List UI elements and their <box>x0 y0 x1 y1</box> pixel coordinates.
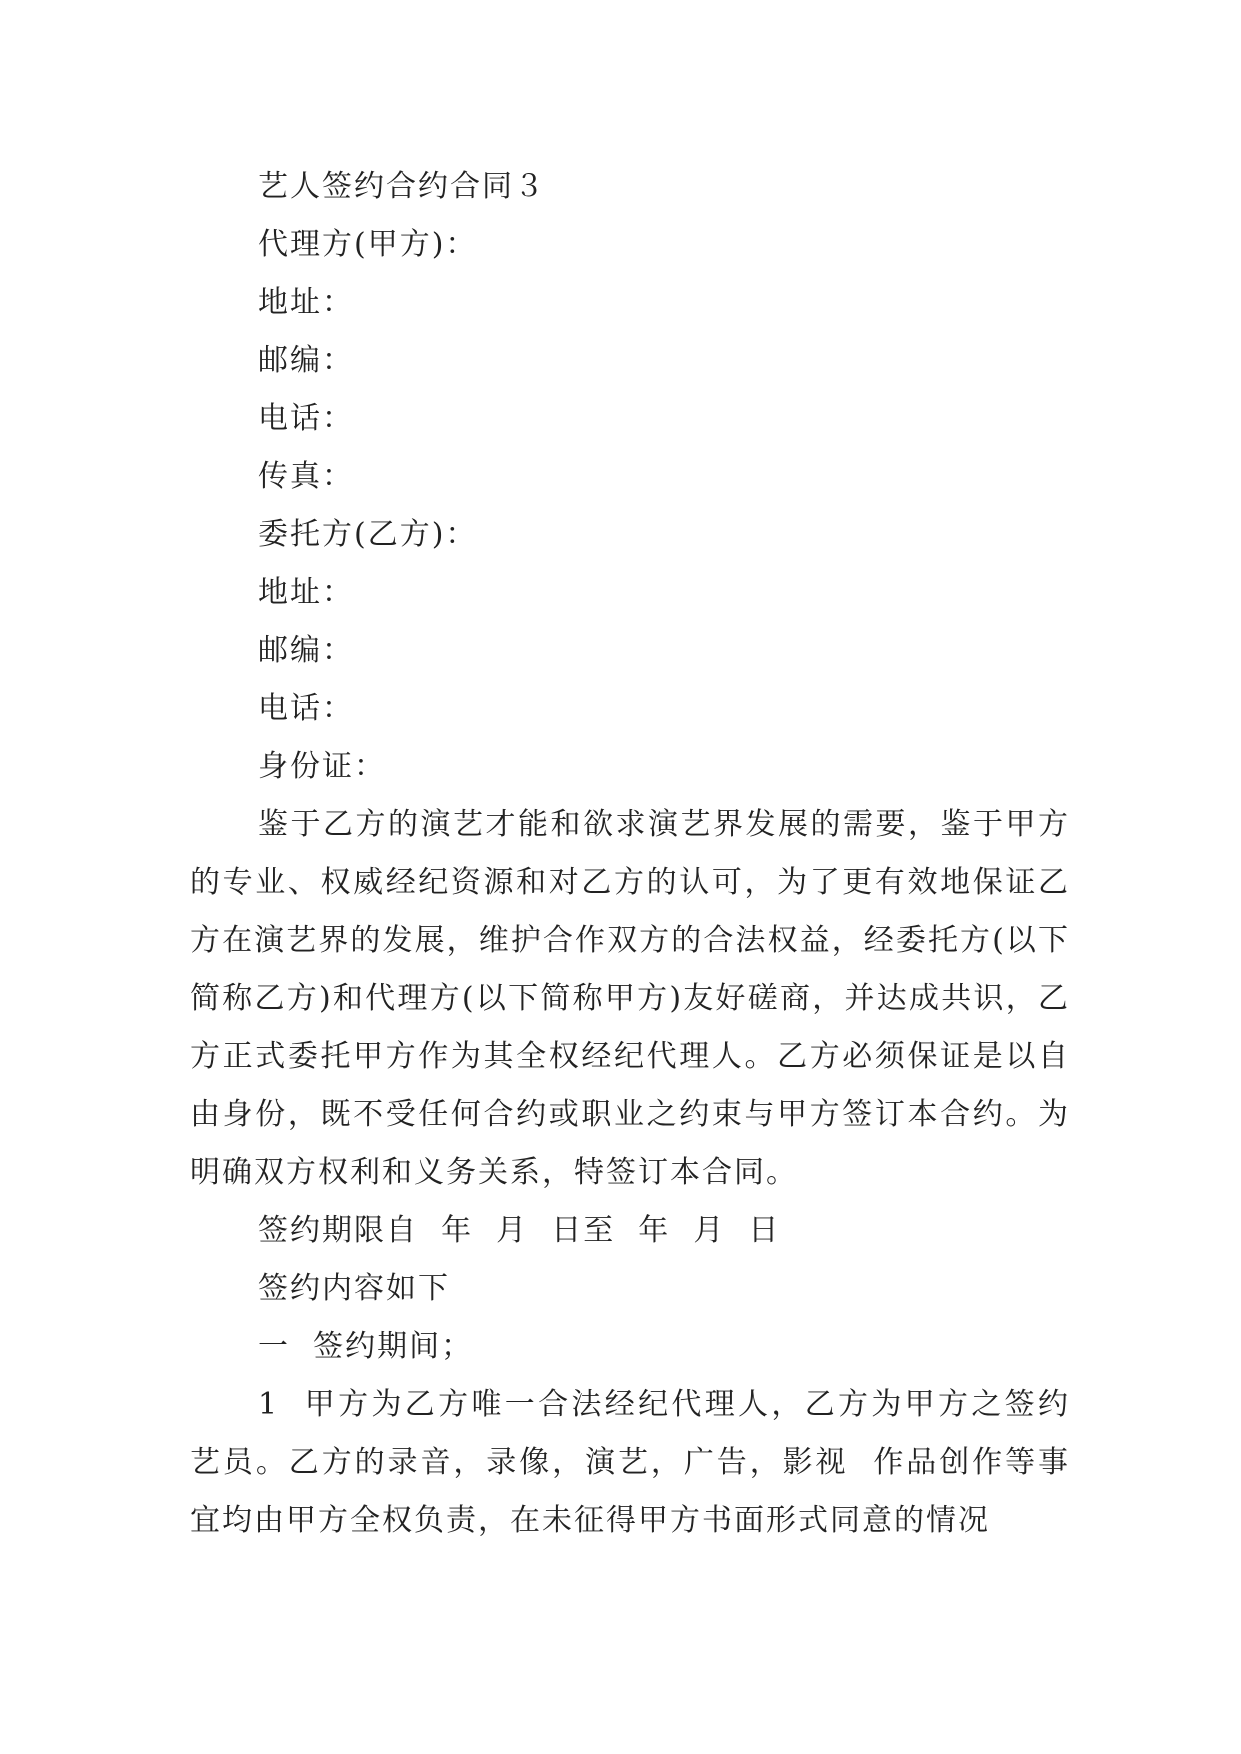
preamble-paragraph: 鉴于乙方的演艺才能和欲求演艺界发展的需要，鉴于甲方的专业、权威经纪资源和对乙方的认可，为了更有效地保证乙方在演艺界的发展，维护合作双方的合法权益，经委托方(以下简称乙方)和代理方(以下简称甲方)友好磋商，并达成共识，乙方正式委托甲方作为其全权经纪代理人。乙方必须保证是以自由身份，既不受任何合约或职业之约束与甲方签订本合约。为明确双方权利和义务关系，特签订本合同。 <box>190 807 1070 1190</box>
party-a-phone: 电话： <box>258 401 354 436</box>
document-body <box>190 158 1070 1550</box>
party-b-postcode: 邮编： <box>258 633 354 668</box>
section-1-heading: 一 签约期间； <box>258 1329 474 1364</box>
document-title: 艺人签约合约合同３ <box>258 169 546 204</box>
party-a-postcode: 邮编： <box>258 343 354 378</box>
party-b-heading: 委托方(乙方)： <box>258 517 478 552</box>
content-heading: 签约内容如下 <box>258 1271 450 1306</box>
clause-1-paragraph: 1 甲方为乙方唯一合法经纪代理人，乙方为甲方之签约艺员。乙方的录音，录像，演艺，广告，影视 作品创作等事宜均由甲方全权负责，在未征得甲方书面形式同意的情况 <box>190 1387 1070 1538</box>
party-a-heading: 代理方(甲方)： <box>258 227 478 262</box>
party-b-address: 地址： <box>258 575 354 610</box>
party-b-phone: 电话： <box>258 691 354 726</box>
party-a-address: 地址： <box>258 285 354 320</box>
party-a-fax: 传真： <box>258 459 354 494</box>
term-line: 签约期限自 年 月 日至 年 月 日 <box>258 1213 781 1248</box>
party-b-id-card: 身份证： <box>258 749 386 784</box>
